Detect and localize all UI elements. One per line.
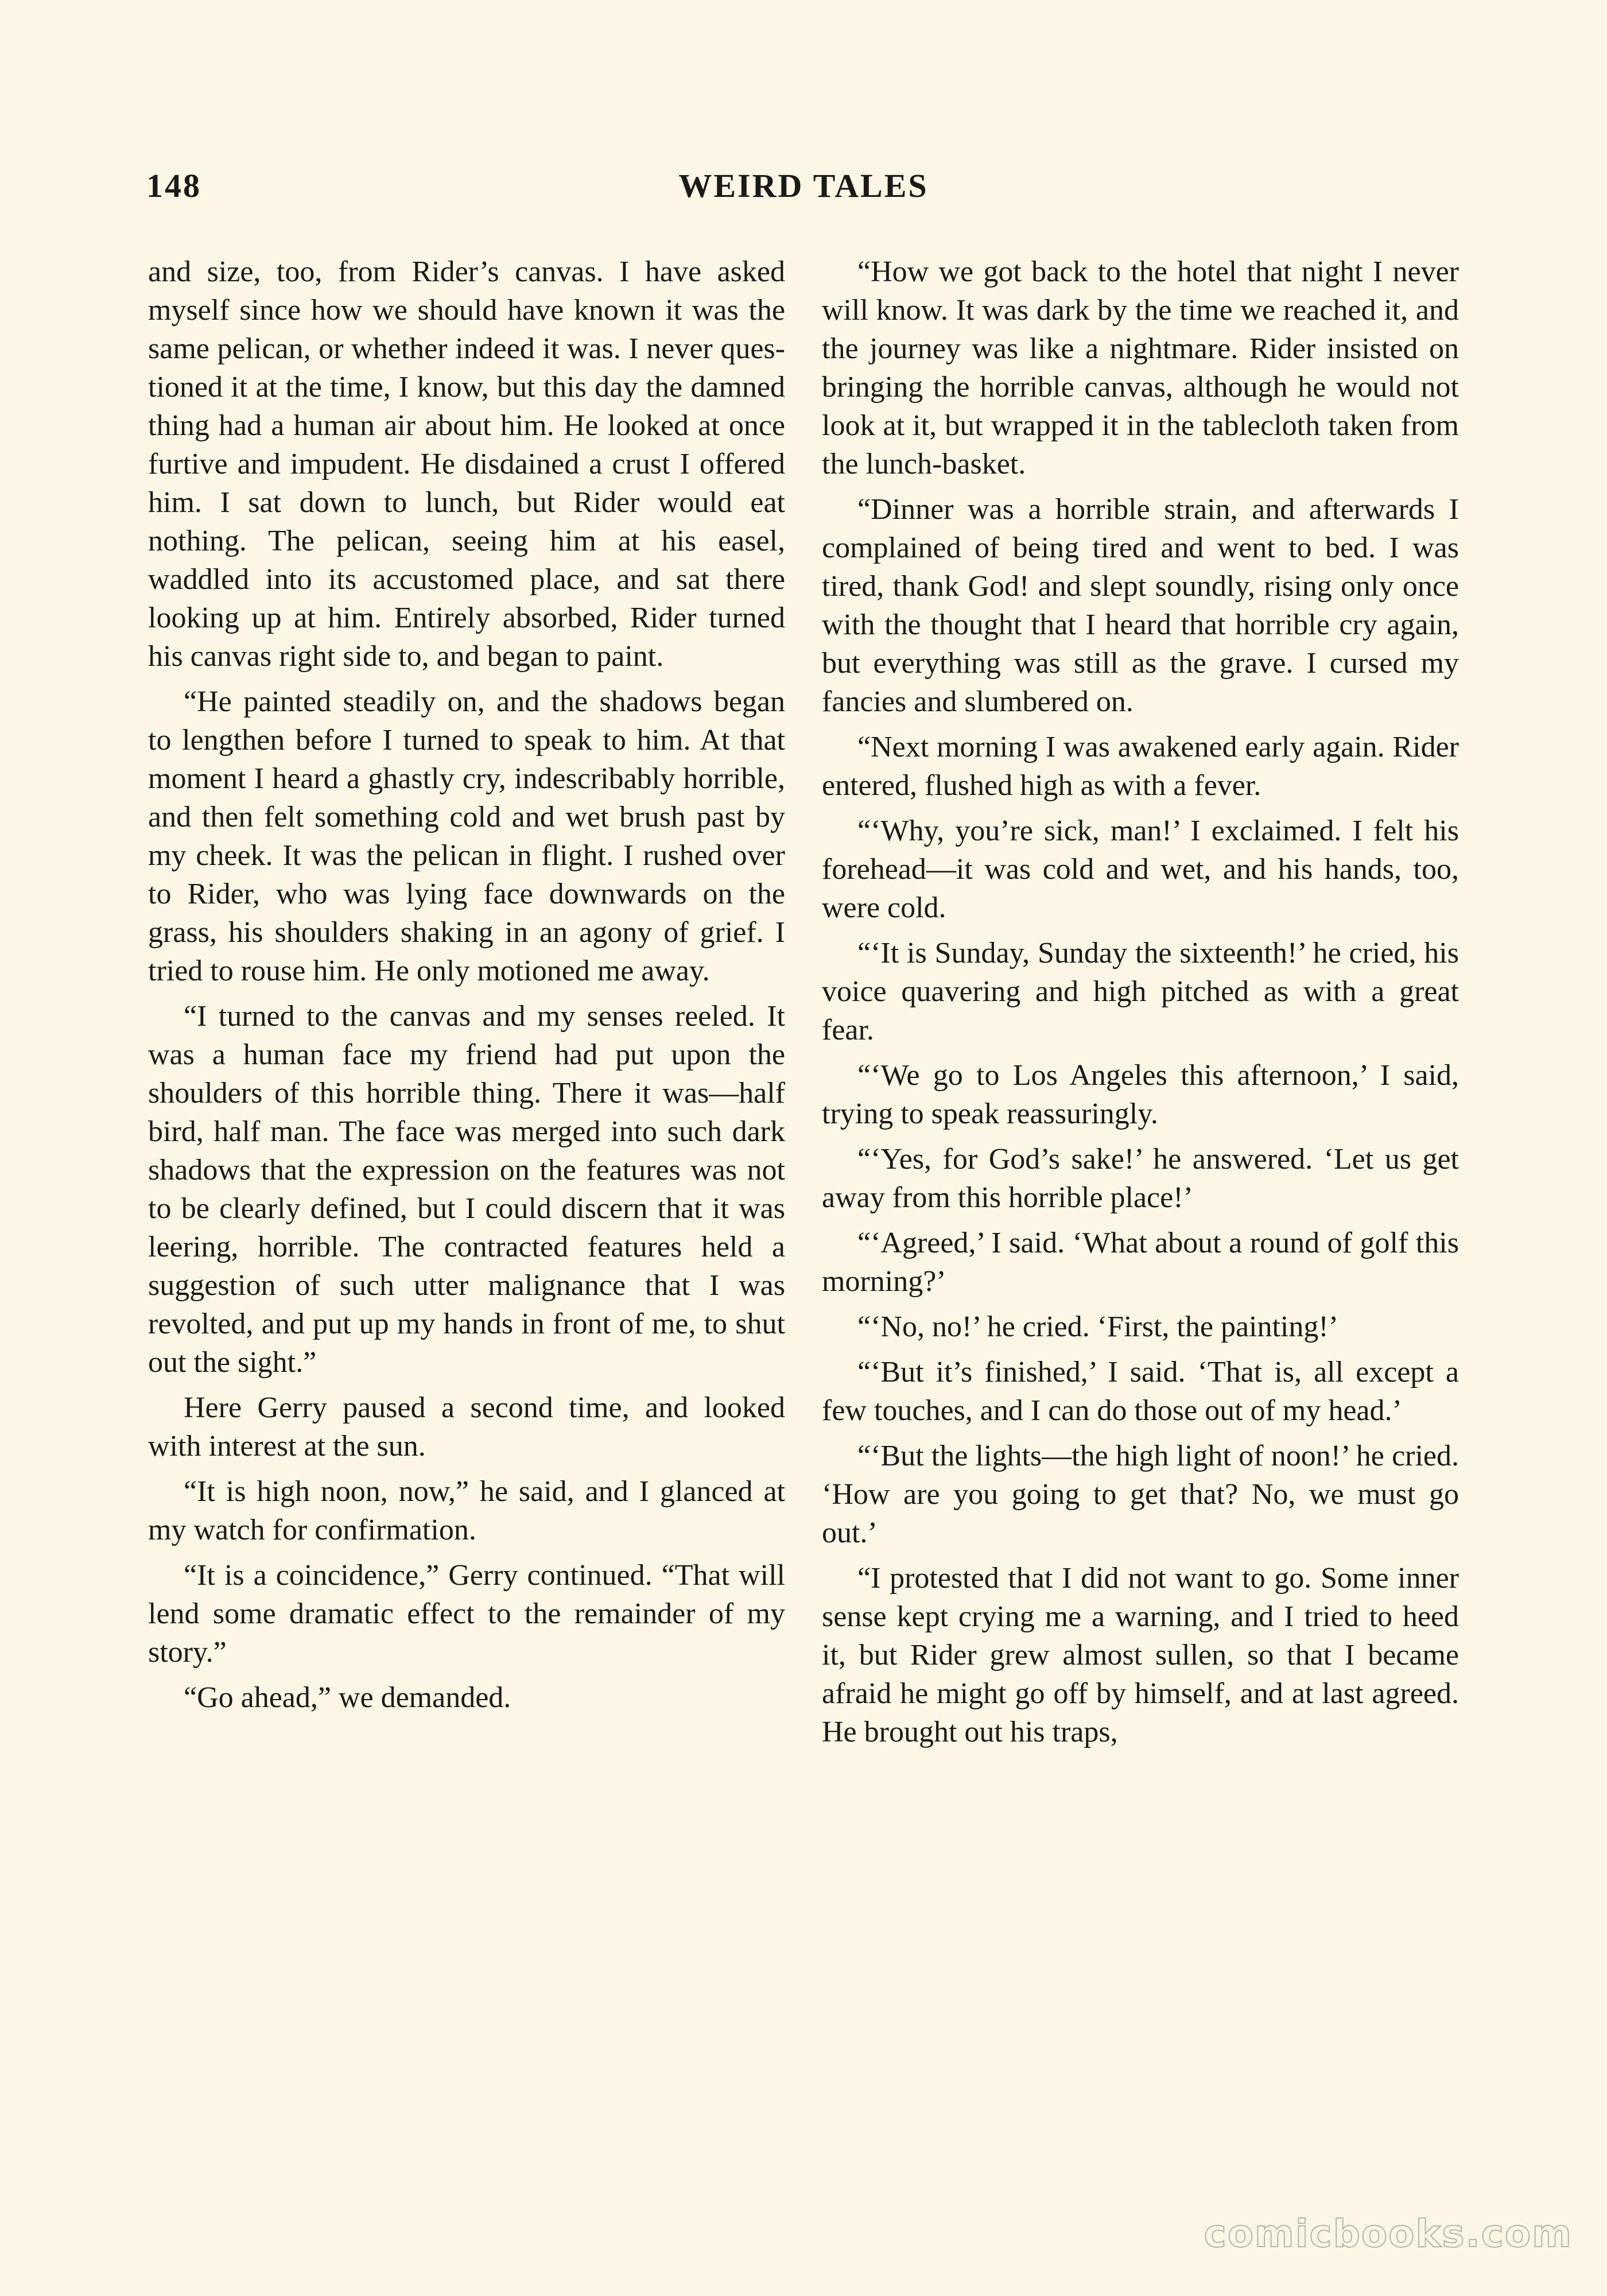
right-column xyxy=(822,253,1459,2130)
left-column xyxy=(148,253,785,2130)
paragraph: “Go ahead,” we demanded. xyxy=(184,1681,511,1714)
paragraph: “He painted steadily on, and the shadows began to lengthen before I turned to speak to him. At that moment I heard a ghastly cry, indescribably horrible, and then felt something cold and wet brush past by my cheek. It was the pelican in flight. I rushed over to Rider, who was lying face downwards on the grass, his shoulders shaking in an agony of grief. I tried to rouse him. He only motioned me away. xyxy=(148,685,785,987)
running-head: WEIRD TALES xyxy=(678,167,929,204)
paragraph: and size, too, from Rider’s canvas. I have asked myself since how we should have known it was the same pelican, or whether indeed it was. I never questioned it at the time, I know, but this day the damned thing had a human air about him. He looked at once furtive and impudent. He disdained a crust I offered him. I sat down to lunch, but Rider would eat nothing. The pelican, seeing him at his easel, waddled into its accustomed place, and sat there looking up at him. Entirely absorbed, Rider turned his canvas right side to, and began to paint. xyxy=(148,255,785,673)
watermark: comicbooks.com xyxy=(1204,2212,1573,2256)
paragraph: “I turned to the canvas and my senses reeled. It was a human face my friend had put upon the shoulders of this horrible thing. There it was—half bird, half man. The face was merged into such dark shadows that the expression on the features was not to be clearly defined, but I could discern that it was leering, horrible. The contracted features held a suggestion of such utter malignance that I was revolted, and put up my hands in front of me, to shut out the sight.” xyxy=(148,1000,785,1379)
paragraph: “It is high noon, now,” he said, and I glanced at my watch for confirmation. xyxy=(148,1475,785,1546)
paragraph: “‘We go to Los Angeles this afternoon,’ I said, trying to speak reassuringly. xyxy=(822,1059,1459,1130)
paragraph: “‘Yes, for God’s sake!’ he answered. ‘Let us get away from this horrible place!’ xyxy=(822,1143,1459,1214)
paragraph: “Dinner was a horrible strain, and afterwards I complained of being tired and went to bed. I was tired, thank God! and slept soundly, rising only once with the thought that I heard that horrible cry again, but everything was still as the grave. I cursed my fancies and slumbered on. xyxy=(822,493,1459,718)
paragraph: “‘Why, you’re sick, man!’ I exclaimed. I felt his forehead—it was cold and wet, and his hands, too, were cold. xyxy=(822,815,1459,924)
paragraph: “Next morning I was awakened early again. Rider entered, flushed high as with a fever. xyxy=(822,731,1459,802)
paragraph: “‘It is Sunday, Sunday the sixteenth!’ he cried, his voice quavering and high pitched as with a great fear. xyxy=(822,937,1459,1046)
paragraph: “‘Agreed,’ I said. ‘What about a round of golf this morning?’ xyxy=(822,1227,1459,1298)
paragraph: Here Gerry paused a second time, and looked with interest at the sun. xyxy=(148,1391,785,1463)
paragraph: “‘But the lights—the high light of noon!’ he cried. ‘How are you going to get that? No, we must go out.’ xyxy=(822,1440,1459,1549)
paragraph: “It is a coincidence,” Gerry continued. “That will lend some dramatic effect to the remainder of my story.” xyxy=(148,1559,785,1669)
page-header xyxy=(146,166,1461,212)
paragraph: “I protested that I did not want to go. Some inner sense kept crying me a warning, and I tried to heed it, but Rider grew almost sullen, so that I became afraid he might go off by himself, and at last agreed. He brought out his traps, xyxy=(822,1562,1459,1748)
paragraph: “‘No, no!’ he cried. ‘First, the painting!’ xyxy=(857,1310,1338,1343)
paragraph: “‘But it’s finished,’ I said. ‘That is, all except a few touches, and I can do those out of my head.’ xyxy=(822,1356,1459,1427)
page-number: 148 xyxy=(146,167,201,204)
paragraph: “How we got back to the hotel that night I never will know. It was dark by the time we reached it, and the journey was like a nightmare. Rider insisted on bringing the horrible canvas, although he would not look at it, but wrapped it in the tablecloth taken from the lunch-basket. xyxy=(822,255,1459,480)
